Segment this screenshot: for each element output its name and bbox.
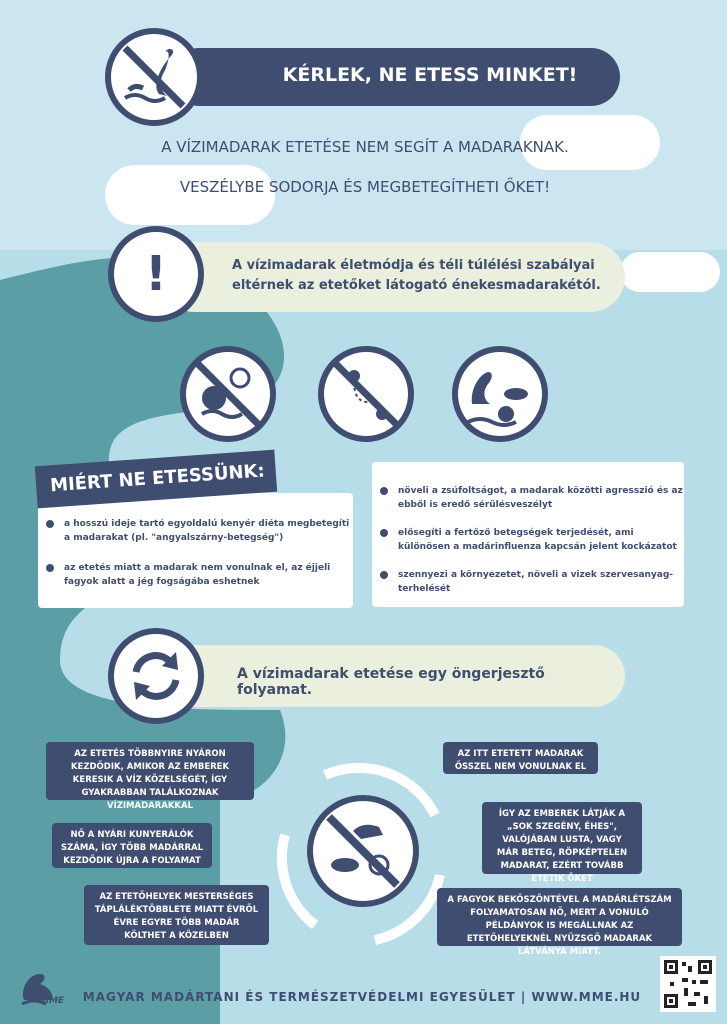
reasons-card-left [38,493,353,608]
qr-code-icon[interactable] [660,956,716,1012]
cycle-step-box: AZ ITT ETETETT MADARAK ŐSSZEL NEM VONULNAK EL [443,742,598,774]
cycle-step-box: NŐ A NYÁRI KUNYERÁLÓK SZÁMA, ÍGY TÖBB MADÁRRAL KEZDŐDIK ÚJRA A FOLYAMAT [52,823,212,868]
warning-banner [160,242,625,312]
no-migration-route-icon [318,346,414,442]
no-bread-duck-icon [180,346,276,442]
page-title: KÉRLEK, NE ETESS MINKET! [282,64,578,86]
cycle-banner [165,645,625,707]
reasons-card-right [372,462,684,607]
cloud-shape [620,252,720,292]
cycle-step-box: AZ ETETÉS TÖBBNYIRE NYÁRON KEZDŐDIK, AMIKOR AZ EMBEREK KERESIK A VÍZ KÖZELSÉGÉT, ÍGY GYAKRABBAN TALÁLKOZNAK VÍZIMADARAKKAL [46,742,254,800]
why-banner: MIÉRT NE ETESSÜNK: [35,450,277,509]
mme-logo: MME [14,960,74,1014]
title-banner [170,48,620,106]
cycle-step-box: ÍGY AZ EMBEREK LÁTJÁK A „SOK SZEGÉNY, ÉHES", VALÓJÁBAN LUSTA, VAGY MÁR BETEG, RÖPKÉPTELEN MADARAT, EZÉRT TOVÁBB ETETIK ŐKET [482,802,642,874]
footer-text: MAGYAR MADÁRTANI ÉS TERMÉSZETVÉDELMI EGYESÜLET | WWW.MME.HU [82,990,642,1004]
crowded-birds-icon [452,346,548,442]
no-feeding-swan-icon [105,28,203,126]
warning-text: A vízimadarak életmódja és téli túlélési szabályai eltérnek az etetőket látogató énekesmadarakétól. [232,258,601,293]
cycle-step-box: AZ ETETŐHELYEK MESTERSÉGES TÁPLÁLÉKTÖBBLETE MIATT ÉVRŐL ÉVRE EGYRE TÖBB MADÁR KÖLTHET A KÖZELBEN [84,885,269,945]
exclamation-icon: ! [108,226,204,322]
subtitle-line-2: VESZÉLYBE SODORJA ÉS MEGBETEGÍTHETI ŐKET! [179,178,551,196]
list-item: növeli a zsúfoltságot, a madarak közötti agresszió és az ebből is eredő sérülésveszélyt [398,484,684,512]
cycle-step-box: A FAGYOK BEKÖSZÖNTÉVEL A MADÁRLÉTSZÁM FOLYAMATOSAN NŐ, MERT A VONULÓ PÉLDÁNYOK IS MEGÁLLNAK AZ ETETŐHELYEKNÉL NYÜZSGŐ MADARAK LÁTVÁNYA MIATT. [437,888,682,946]
list-item: szennyezi a környezetet, növeli a vizek szervesanyag-terhelését [398,568,684,596]
list-item: a hosszú ideje tartó egyoldalú kenyér diéta megbetegíti a madarakat (pl. "angyalszárny-betegség") [64,517,353,545]
subtitle-line-1: A VÍZIMADARAK ETETÉSE NEM SEGÍT A MADARAKNAK. [161,138,569,156]
list-item: elősegíti a fertőző betegségek terjedését, ami különösen a madárinfluenza kapcsán jelent kockázatot [398,526,684,554]
refresh-cycle-icon [108,628,204,724]
no-feeding-hand-icon [307,795,419,907]
list-item: az etetés miatt a madarak nem vonulnak el, az éjjeli fagyok alatt a jég fogságába eshetnek [64,561,353,589]
cycle-text: A vízimadarak etetése egy öngerjesztő folyamat. [237,666,545,698]
